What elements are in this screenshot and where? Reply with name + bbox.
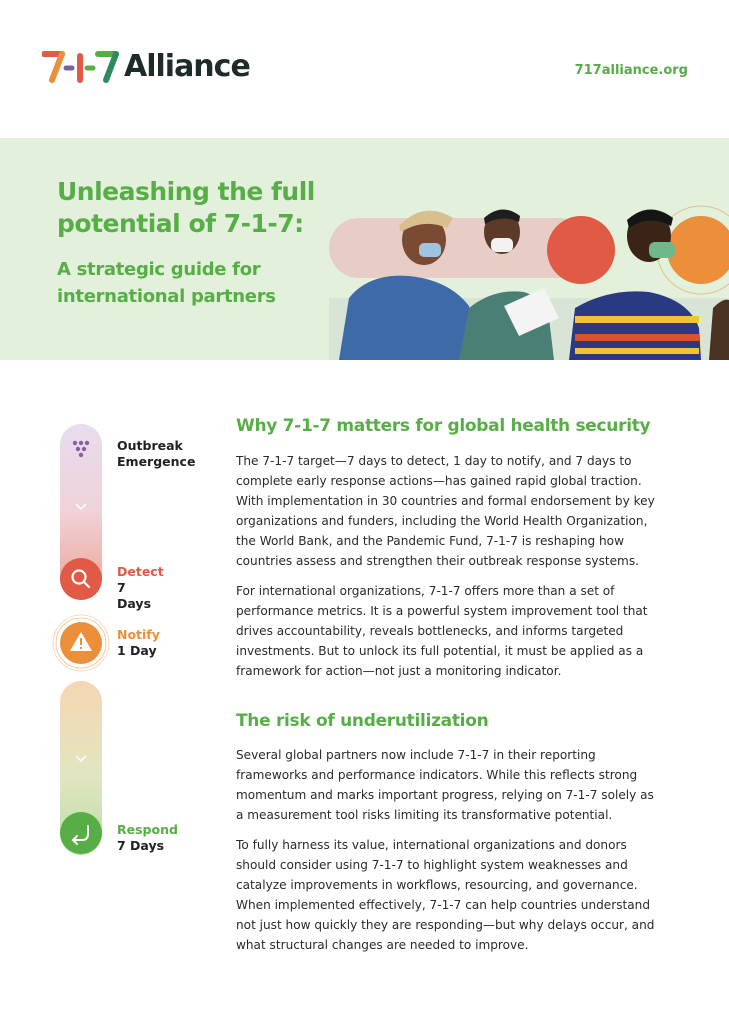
step-name: Outbreak [117,438,183,453]
step-name: Notify [117,627,160,642]
step-days: 1 Day [117,643,157,658]
paragraph-risk-1: Several global partners now include 7-1-7 in their reporting frameworks and performance indicators. While this reflects strong momentum and marks important progress, relying on 7-1-7 solely as a measurement tool risks limiting its transformative potential. [236,748,654,822]
step-days: Emergence [117,454,196,469]
hero-title: Unleashing the full potential of 7-1-7: [57,177,315,238]
paragraph-why-1: The 7-1-7 target—7 days to detect, 1 day to notify, and 7 days to complete early response actions—has gained rapid global traction. With implementation in 30 countries and formal endorsement by key organizations and funders, including the World Health Organization, the World Bank, and the Pandemic Fund, 7-1-7 is reshaping how countries assess and strengthen their outbreak response systems. [236,454,655,568]
paragraph-why-2: For international organizations, 7-1-7 offers more than a set of performance metrics. It is a powerful system improvement tool that drives accountability, reveals bottlenecks, and informs targeted investments. But to unlock its full potential, it must be applied as a framework for action—not just a monitoring indicator. [236,584,648,678]
timeline-step-outbreak [117,438,195,470]
hero-subtitle: A strategic guide for international partners [57,259,276,307]
timeline-step-respond [117,822,178,854]
site-url-link[interactable]: 717alliance.org [574,63,688,78]
paragraph-risk-2: To fully harness its value, international organizations and donors should consider using 7-1-7 to highlight system weaknesses and catalyze improvements in workflows, resourcing, and governance. When implemented effectively, 7-1-7 can help countries understand not just how quickly they are responding—but why delays occur, and what structural changes are needed to improve. [236,838,655,952]
step-name: Respond [117,822,178,837]
timeline-step-notify [117,627,160,659]
section-heading-risk: The risk of underutilization [236,711,489,731]
step-days: 7 Days [117,838,165,853]
step-name: Detect [117,564,164,579]
section-heading-why: Why 7-1-7 matters for global health security [236,416,651,436]
logo-wordmark: Alliance [124,48,250,84]
timeline-step-detect [117,564,164,612]
step-days: 7 Days [117,580,152,611]
hero-photo-health-workers [329,188,729,360]
